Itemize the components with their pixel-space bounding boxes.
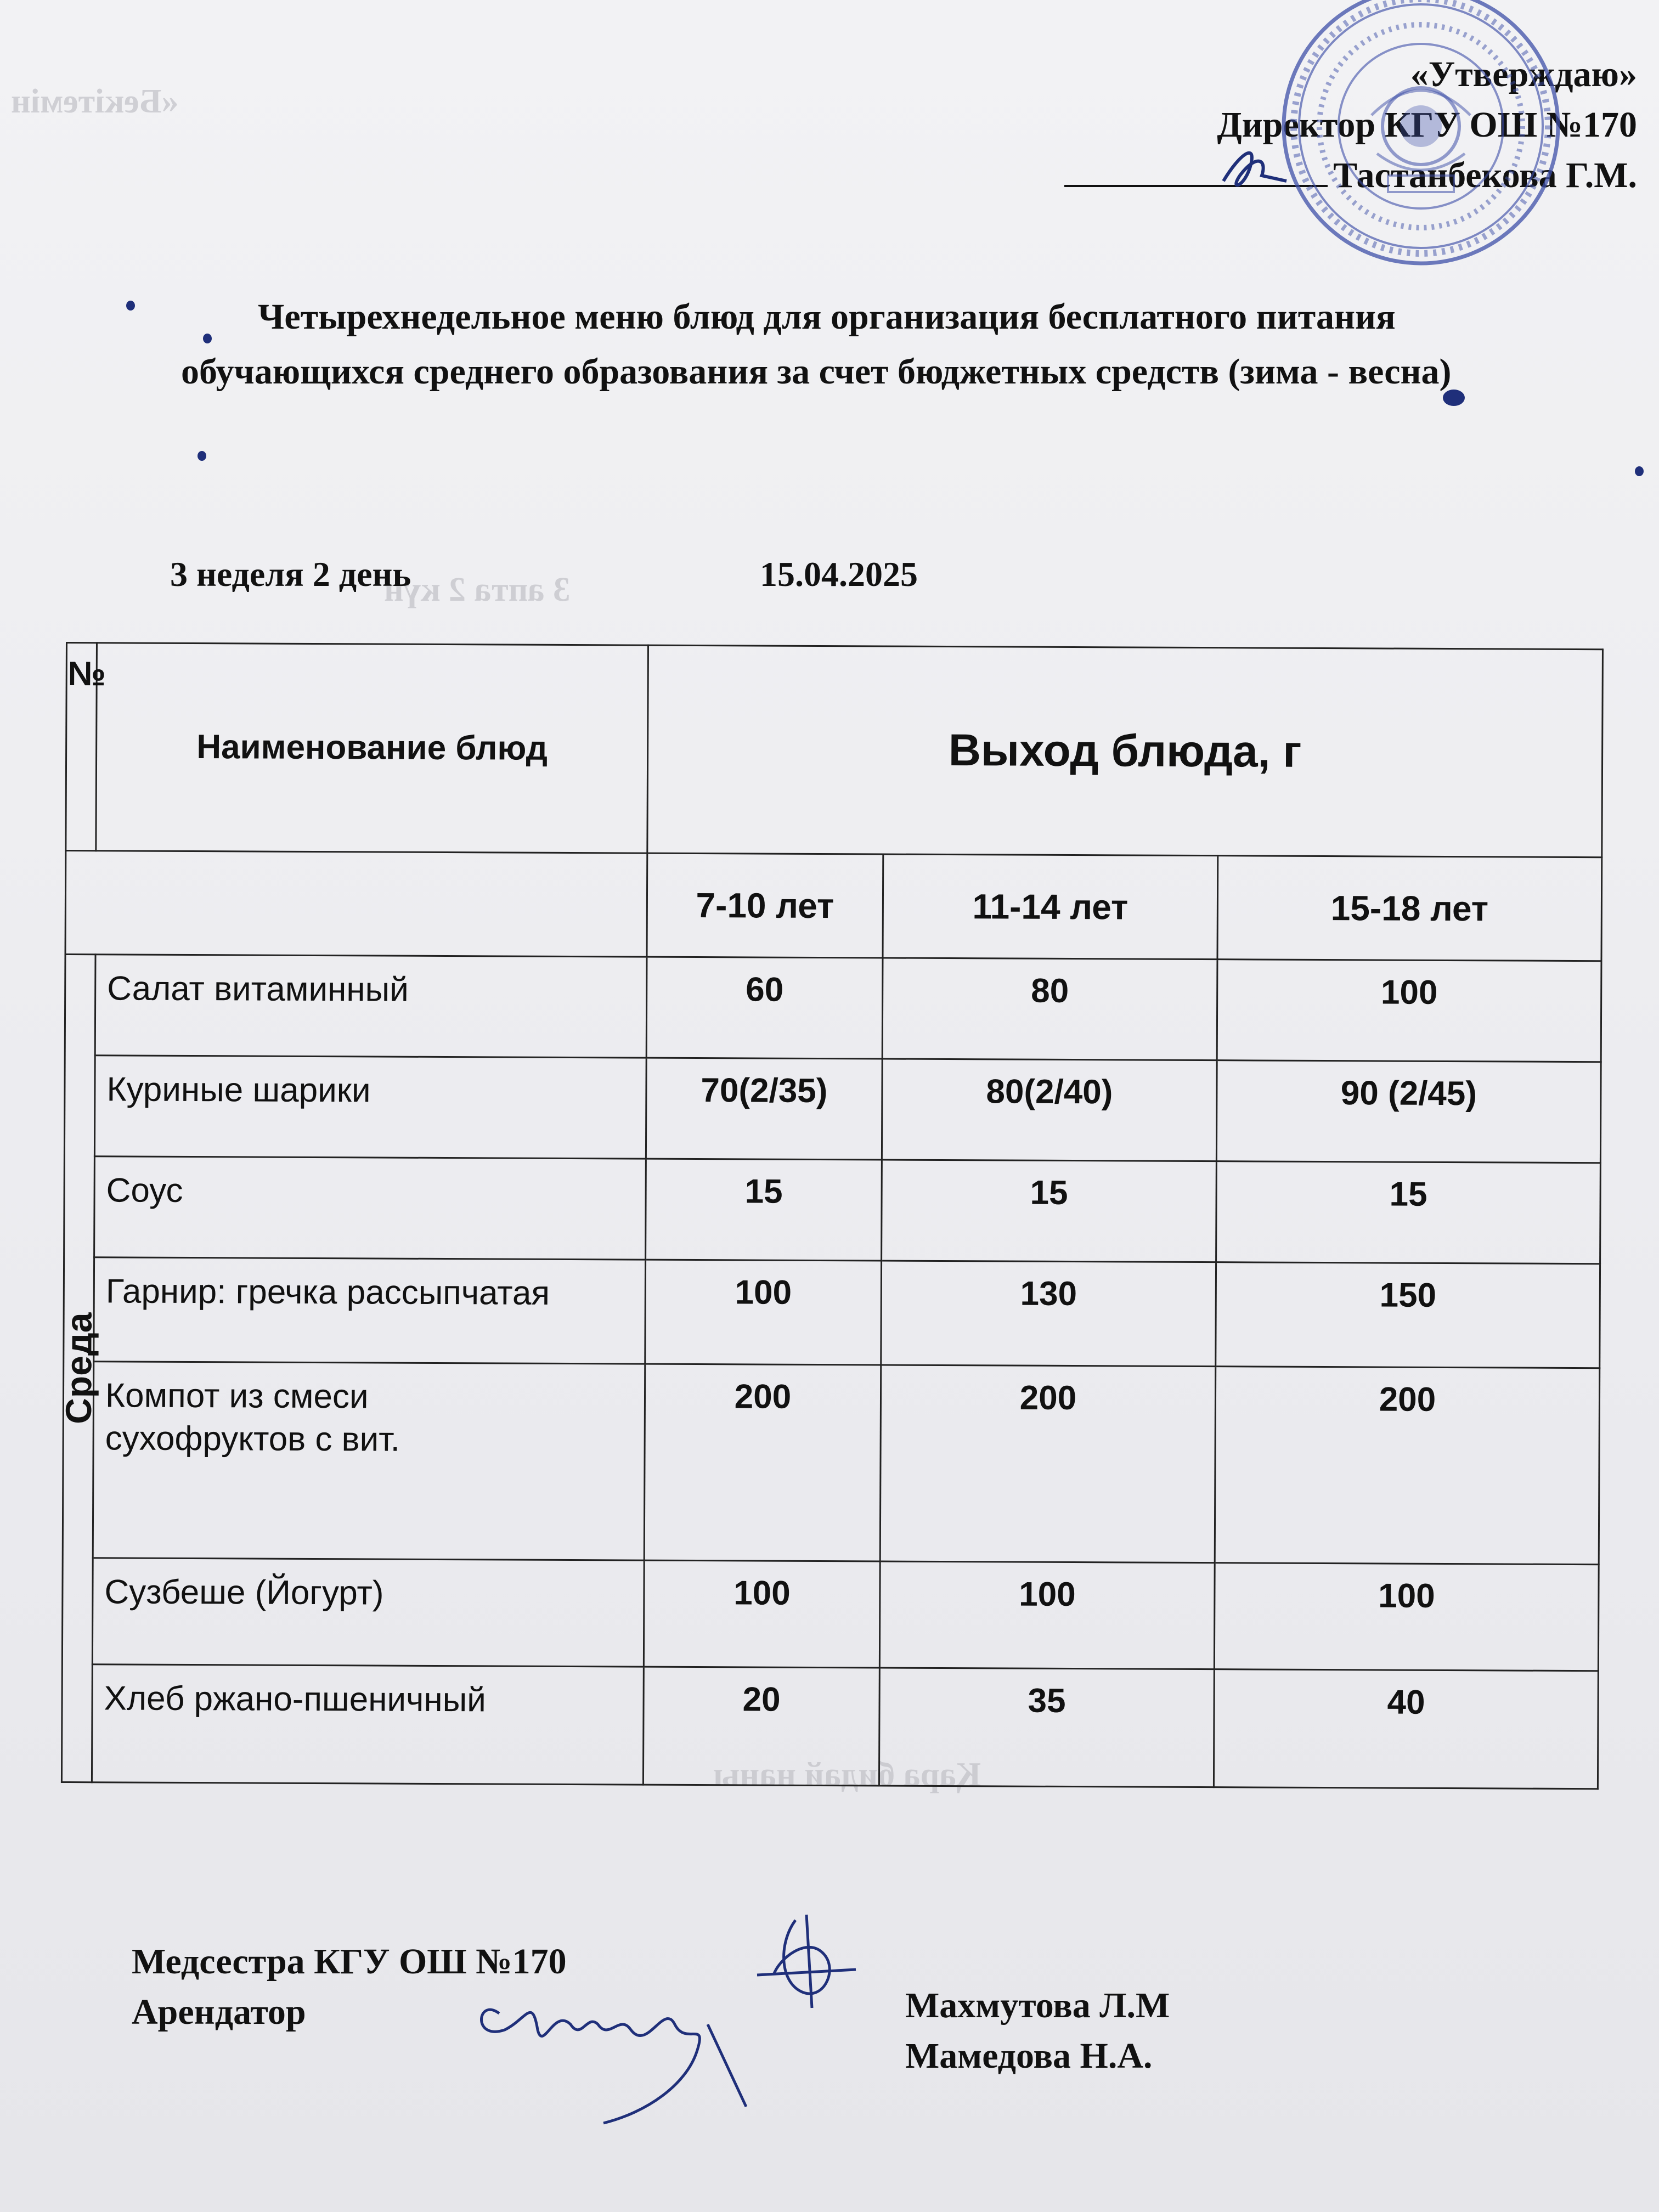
nurse-name: Махмутова Л.М: [905, 1985, 1170, 2025]
day-cell: [58, 954, 99, 1782]
approval-title: «Утверждаю»: [1410, 54, 1637, 94]
portion-value: 20: [643, 1667, 879, 1786]
col-yield-header: Выход блюда, г: [647, 645, 1603, 857]
portion-value: 40: [1214, 1669, 1598, 1789]
day-label: Среда: [58, 1312, 99, 1424]
portion-value: 15: [646, 1159, 882, 1261]
portion-value: 15: [882, 1160, 1217, 1262]
portion-value: 100: [879, 1561, 1215, 1669]
title-line-2: обучающихся среднего образования за счет бюджетных средств (зима - весна): [181, 352, 1452, 392]
bleed-through-text: 3 апта 2 күн: [384, 571, 571, 608]
header-spacer: [65, 850, 647, 957]
age-group-header: 7-10 лет: [647, 853, 883, 958]
dish-name: Куриные шарики: [94, 1056, 646, 1159]
age-group-header: 11-14 лет: [883, 854, 1218, 960]
title-line-1: Четырехнедельное меню блюд для организация бесплатного питания: [258, 297, 1396, 337]
menu-table: [58, 642, 1602, 1790]
dish-name: Салат витаминный: [95, 955, 647, 1058]
dish-name: Хлеб ржано-пшеничный: [92, 1664, 644, 1785]
portion-value: 100: [1214, 1562, 1599, 1671]
portion-value: 35: [879, 1668, 1214, 1787]
age-group-header: 15-18 лет: [1217, 855, 1602, 961]
tenant-name: Мамедова Н.А.: [905, 2036, 1153, 2076]
dish-name: Сузбеше (Йогурт): [92, 1558, 644, 1667]
tenant-position: Арендатор: [132, 1992, 306, 2032]
portion-value: 15: [1216, 1161, 1601, 1264]
bleed-through-text: Қара бидай наны: [713, 1756, 981, 1793]
portion-value: 70(2/35): [646, 1058, 882, 1160]
portion-value: 80: [882, 958, 1217, 1060]
portion-value: 200: [880, 1365, 1216, 1563]
col-number-header: №: [66, 643, 97, 851]
dish-name: Гарнир: гречка рассыпчатая: [94, 1257, 646, 1364]
approval-signer-name: Тастанбекова Г.М.: [1333, 155, 1637, 195]
col-name-header: Наименование блюд: [96, 643, 648, 853]
approval-position: Директор КГУ ОШ №170: [1217, 105, 1637, 145]
portion-value: 80(2/40): [882, 1059, 1217, 1161]
menu-date: 15.04.2025: [760, 555, 918, 594]
portion-value: 200: [1215, 1366, 1600, 1564]
dish-name: Компот из смеси сухофруктов с вит.: [93, 1361, 645, 1560]
official-seal: [1190, 0, 1569, 307]
portion-value: 100: [645, 1260, 882, 1364]
portion-value: 90 (2/45): [1216, 1060, 1601, 1163]
tenant-signature: [466, 1964, 774, 2129]
document-title: [181, 290, 1659, 399]
dish-name: Соус: [94, 1156, 646, 1260]
portion-value: 100: [1217, 960, 1601, 1062]
portion-value: 200: [644, 1364, 881, 1561]
portion-value: 60: [646, 957, 883, 1059]
footer-names: [905, 1980, 1170, 2081]
portion-value: 100: [644, 1560, 880, 1668]
portion-value: 150: [1216, 1262, 1600, 1368]
nurse-position: Медсестра КГУ ОШ №170: [132, 1942, 567, 1982]
week-day-label: 3 неделя 2 день: [170, 555, 411, 594]
portion-value: 130: [881, 1261, 1216, 1366]
bleed-through-text: «Бекітемін: [11, 83, 179, 120]
